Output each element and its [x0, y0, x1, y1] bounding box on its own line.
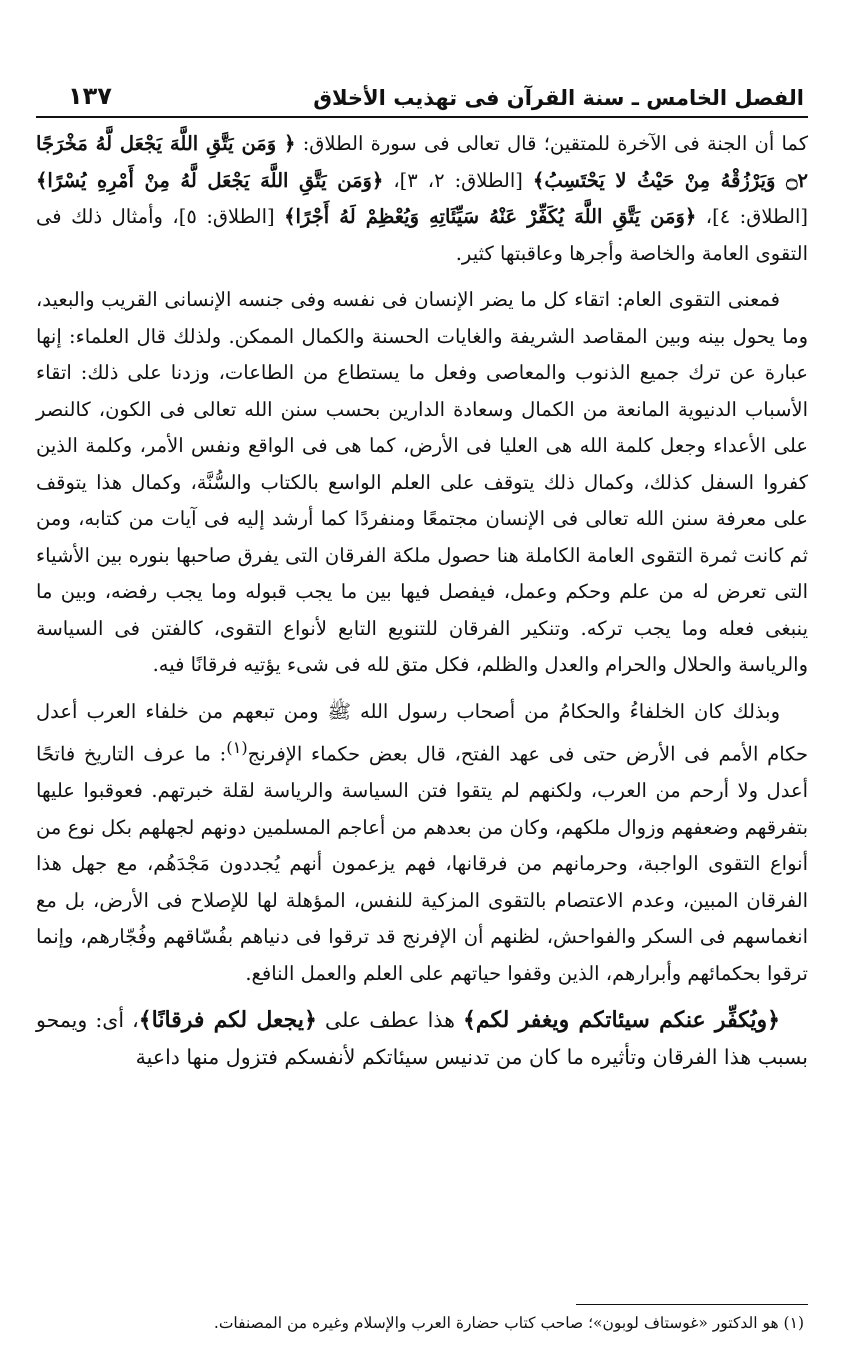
text-run: فمعنى التقوى العام: اتقاء كل ما يضر الإنسان فى نفسه وفى جنسه الإنسانى القريب والبعيد، وما يحول بينه وبين المقاصد الشريفة والغايات الحسنة والكمال الممكن. ولذلك قال العلماء: إنها عبارة عن ترك جميع الذنوب والمعاصى وفعل ما يستطاع من الطاعات، وزدنا على ذلك: اتقاء الأسباب الدنيوية المانعة من الكمال وسعادة الدارين بحسب سنن الله تعالى فى الكون، كالنصر على الأعداء وجعل كلمة الله هى العليا فى الأرض، كما هى فى الواقع ونفس الأمر، وكلمة الذين كفروا السفل كذلك، وكمال ذلك يتوقف على العلم الواسع بالكتاب والسُّنَّة، وكمال هذا يتوقف على معرفة سنن الله تعالى فى الإنسان مجتمعًا ومنفردًا كما أرشد إليه فى آيات من كتابه، ومن ثم كانت ثمرة التقوى العامة الكاملة هنا حصول ملكة الفرقان التى يفرق صاحبها بنوره بين الأشياء التى تعرض له من علم وحكم وعمل، فيفصل فيها بين ما يجب قبوله وما يجب رفضه، وبين ما ينبغى فعله وما يجب تركه. وتنكير الفرقان للتنويع التابع لأنواع التقوى، كالفتن فى السياسة والرياسة والحلال والحرام والعدل والظلم، فكل متق لله فى شىء يؤتيه فرقانًا فيه.	[36, 288, 808, 676]
verse-heading: ﴿يجعل لكم فرقانًا﴾	[138, 1007, 317, 1033]
text-run: [الطلاق: ٤]،	[696, 205, 808, 228]
running-title: الفصل الخامس ـ سنة القرآن فى تهذيب الأخلاق	[313, 86, 804, 110]
text-run: هذا عطف على	[316, 1008, 463, 1032]
text-run: ، أى: ويمحو بسبب هذا الفرقان وتأثيره ما كان من تدنيس سيئاتكم لأنفسكم فتزول منها داعية	[36, 1008, 808, 1069]
paragraph-3	[36, 694, 808, 993]
quran-verse: ﴿ وَمَن يَتَّقِ اللَّهَ يَجْعَل لَّهُ مَخْرَجًا ۝٢ وَيَرْزُقْهُ مِنْ حَيْثُ لا يَحْتَسِبُ﴾	[36, 132, 808, 192]
text-run: [الطلاق: ٥]، وأمثال ذلك فى التقوى العامة والخاصة وأجرها وعاقبتها كثير.	[36, 205, 808, 265]
text-run: وبذلك كان الخلفاءُ والحكامُ من أصحاب رسول الله ﷺ ومن تبعهم من خلفاء العرب أعدل حكام الأمم فى الأرض حتى فى عهد الفتح، قال بعض حكماء الإفرنج	[36, 699, 808, 766]
text-run: : ما عرف التاريخ فاتحًا أعدل ولا أرحم من العرب، ولكنهم لم يتقوا فتن السياسة والرياسة لقلة خبرتهم. فعوقبوا عليها بتفرقهم وضعفهم وزوال ملكهم، وكان من بعدهم من أعاجم المسلمين دونهم لجهلهم بكل نوع من أنواع التقوى الواجبة، وحرمانهم من فرقانها، فهم يزعمون أنهم يُجددون مَجْدَهُم، مع جهل هذا الفرقان المبين، وعدم الاعتصام بالتقوى المزكية للنفس، المؤهلة لها للإصلاح فى الأرض، بل مع انغماسهم فى السكر والفواحش، لظنهم أن الإفرنج قد ترقوا فى دنياهم بفُسّاقهم وفُجّارهم، وإنما ترقوا بحكمائهم وأبرارهم، الذين وقفوا حياتهم على العلم والعمل النافع.	[36, 742, 808, 985]
footnote-separator	[576, 1304, 808, 1305]
quran-verse: ﴿وَمَن يَتَّقِ اللَّهَ يَجْعَل لَّهُ مِنْ أَمْرِهِ يُسْرًا﴾	[36, 168, 384, 192]
footnote: (١) هو الدكتور «غوستاف لوبون»؛ صاحب كتاب حضارة العرب والإسلام وغيره من المصنفات.	[213, 1314, 804, 1332]
body-text	[36, 126, 808, 1075]
book-page	[36, 60, 808, 1085]
page-number: ١٣٧	[68, 82, 112, 110]
footnote-marker: (١)	[226, 738, 248, 757]
page-header	[36, 60, 808, 118]
quran-verse: ﴿وَمَن يَتَّقِ اللَّهَ يُكَفِّرْ عَنْهُ سَيِّئَاتِهِ وَيُعْظِمْ لَهُ أَجْرًا﴾	[284, 205, 697, 228]
text-run: [الطلاق: ٢، ٣]،	[383, 168, 533, 192]
paragraph-1	[36, 126, 808, 272]
verse-heading: ﴿ويُكفِّر عنكم سيئاتكم ويغفر لكم﴾	[463, 1007, 780, 1033]
paragraph-2	[36, 282, 808, 684]
text-run: كما أن الجنة فى الآخرة للمتقين؛ قال تعالى فى سورة الطلاق:	[295, 132, 808, 155]
paragraph-4	[36, 1002, 808, 1075]
